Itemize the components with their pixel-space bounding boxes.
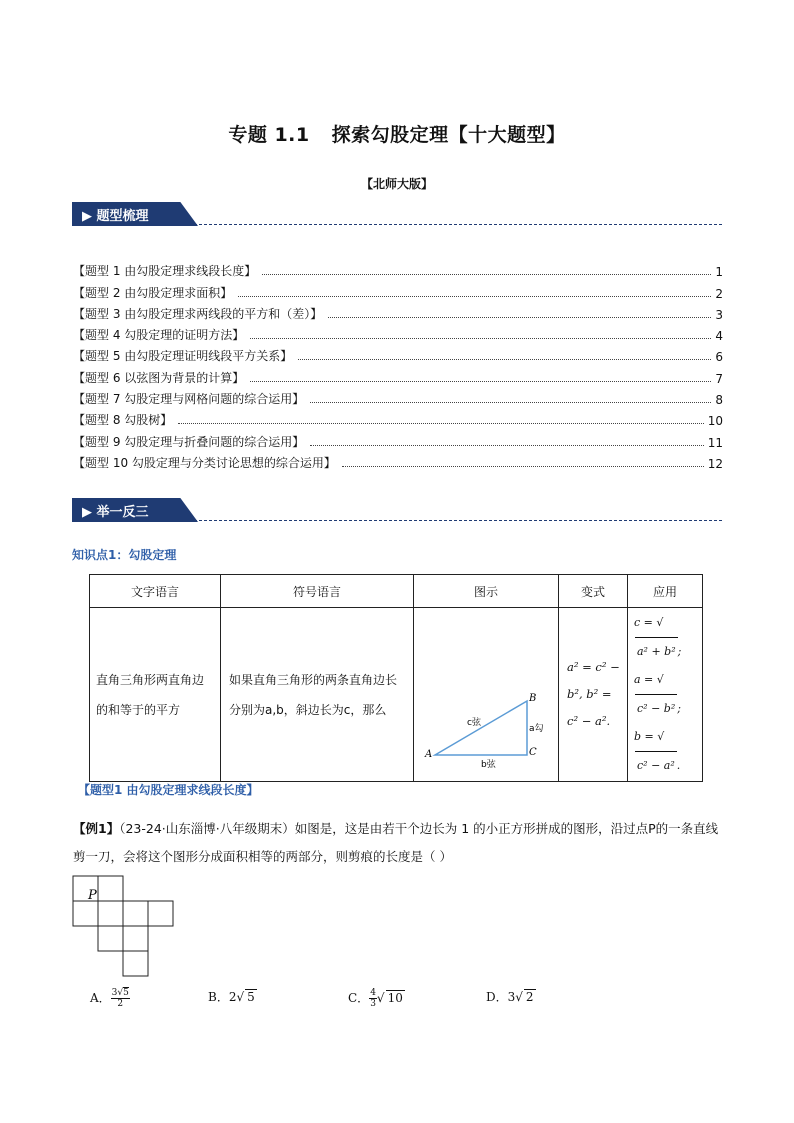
option-a[interactable]: A． $\frac{3√5}{2}$ [90, 988, 129, 1009]
applications-cell [628, 608, 703, 782]
toc-item[interactable] [73, 407, 723, 428]
toc-item-label: 【题型 8 勾股树】 [73, 413, 173, 428]
grid-square [123, 951, 148, 976]
toc-item-label: 【题型 7 勾股定理与网格问题的综合运用】 [73, 392, 305, 407]
hypotenuse-label: c弦 [467, 718, 481, 728]
toc-item[interactable] [73, 279, 723, 300]
toc-item-label: 【题型 10 勾股定理与分类讨论思想的综合运用】 [73, 455, 336, 470]
toc-page-number: 4 [715, 329, 723, 344]
triangle-shape [435, 701, 527, 755]
toc-page-number: 1 [715, 265, 723, 280]
header-text-language: 文字语言 [90, 575, 221, 608]
toc-leader-dots [250, 338, 711, 339]
example-question [73, 815, 723, 871]
application-c: c = √a² + b² ; [634, 609, 701, 666]
title-part1: 专题 1.1 [228, 124, 310, 146]
text-language-cell: 直角三角形两直角边的和等于的平方 [90, 608, 221, 782]
knowledge-table [89, 574, 703, 782]
grid-square [73, 901, 98, 926]
toc-item[interactable] [73, 428, 723, 449]
application-b: b = √c² − a² . [634, 723, 701, 780]
vertex-C: C [529, 747, 537, 758]
toc-page-number: 6 [715, 350, 723, 365]
variants-cell [559, 608, 628, 782]
section-banner-practice [72, 498, 722, 522]
toc-leader-dots [178, 423, 703, 424]
toc-item-label: 【题型 5 由勾股定理证明线段平方关系】 [73, 349, 293, 364]
toc-item[interactable] [73, 364, 723, 385]
grid-square [123, 926, 148, 951]
figure-cell [414, 608, 559, 782]
question-type-heading: 【题型1 由勾股定理求线段长度】 [78, 783, 259, 797]
option-c[interactable]: C． $\frac{4}{3}$ √ 10 [348, 988, 403, 1009]
toc-page-number: 2 [715, 286, 723, 301]
toc-leader-dots [250, 381, 711, 382]
variant-line-3: c² − a². [567, 714, 611, 728]
section-banner-overview [72, 202, 722, 226]
grid-square [98, 876, 123, 901]
toc-item-label: 【题型 3 由勾股定理求两线段的平方和（差）】 [73, 306, 323, 321]
banner-label: ▶ 题型梳理 [82, 209, 149, 224]
header-figure: 图示 [414, 575, 559, 608]
toc-leader-dots [310, 445, 703, 446]
knowledge-point-heading: 知识点1：勾股定理 [72, 548, 177, 562]
application-a: a = √c² − b² ; [634, 666, 701, 723]
toc-leader-dots [238, 296, 711, 297]
toc-page-number: 3 [715, 307, 723, 322]
toc-item-label: 【题型 2 由勾股定理求面积】 [73, 285, 233, 300]
toc-leader-dots [262, 274, 711, 275]
header-symbol-language: 符号语言 [221, 575, 414, 608]
toc-item-label: 【题型 4 勾股定理的证明方法】 [73, 328, 245, 343]
toc-item[interactable] [73, 258, 723, 279]
toc-page-number: 12 [707, 456, 723, 471]
point-P-label: P [88, 888, 97, 903]
variant-line-2: b², b² = [567, 687, 612, 701]
grid-figure [72, 875, 176, 977]
toc-item-label: 【题型 9 勾股定理与折叠问题的综合运用】 [73, 434, 305, 449]
header-applications: 应用 [628, 575, 703, 608]
variant-line-1: a² = c² − [567, 660, 620, 674]
page-title [0, 120, 794, 147]
toc-item[interactable] [73, 450, 723, 471]
toc-page-number: 7 [715, 371, 723, 386]
table-row [90, 608, 703, 782]
vertex-B: B [529, 693, 537, 704]
toc-page-number: 11 [707, 435, 723, 450]
header-variants: 变式 [559, 575, 628, 608]
leg-b-label: b弦 [481, 760, 496, 770]
grid-square [98, 926, 123, 951]
leg-a-label: a勾 [529, 724, 544, 734]
grid-square [148, 901, 173, 926]
toc-item-label: 【题型 6 以弦图为背景的计算】 [73, 370, 245, 385]
page-subtitle: 【北师大版】 [360, 177, 433, 191]
option-b[interactable]: B．2√ 5 [208, 990, 255, 1004]
banner-divider [184, 224, 722, 225]
option-c-fraction: $\frac{4}{3}$ [370, 988, 376, 1009]
grid-square [123, 901, 148, 926]
table-of-contents [73, 258, 723, 471]
grid-square [98, 901, 123, 926]
title-part2: 探索勾股定理【十大题型】 [331, 124, 566, 146]
banner-label: ▶ 举一反三 [82, 505, 149, 520]
table-header-row [90, 575, 703, 608]
symbol-language-cell: 如果直角三角形的两条直角边长分别为a,b，斜边长为c，那么 [221, 608, 414, 782]
example-text: （23-24·山东淄博·八年级期末）如图是，这是由若干个边长为 1 的小正方形拼成的图形，沿过点P的一条直线剪一刀，会将这个图形分成面积相等的两部分，则剪痕的长度是（ ） [73, 821, 719, 864]
banner-divider [184, 520, 722, 521]
toc-item[interactable] [73, 343, 723, 364]
toc-item[interactable] [73, 322, 723, 343]
vertex-A: A [425, 749, 433, 760]
example-label: 【例1】 [73, 821, 120, 836]
toc-leader-dots [328, 317, 711, 318]
toc-item[interactable] [73, 386, 723, 407]
toc-leader-dots [310, 402, 711, 403]
option-a-fraction: $\frac{3√5}{2}$ [111, 988, 129, 1009]
right-triangle-figure [415, 615, 557, 771]
toc-item-label: 【题型 1 由勾股定理求线段长度】 [73, 264, 257, 279]
toc-item[interactable] [73, 301, 723, 322]
toc-leader-dots [342, 466, 704, 467]
toc-page-number: 10 [707, 414, 723, 429]
toc-leader-dots [298, 359, 711, 360]
toc-page-number: 8 [715, 393, 723, 408]
option-d[interactable]: D．3√ 2 [486, 990, 534, 1004]
